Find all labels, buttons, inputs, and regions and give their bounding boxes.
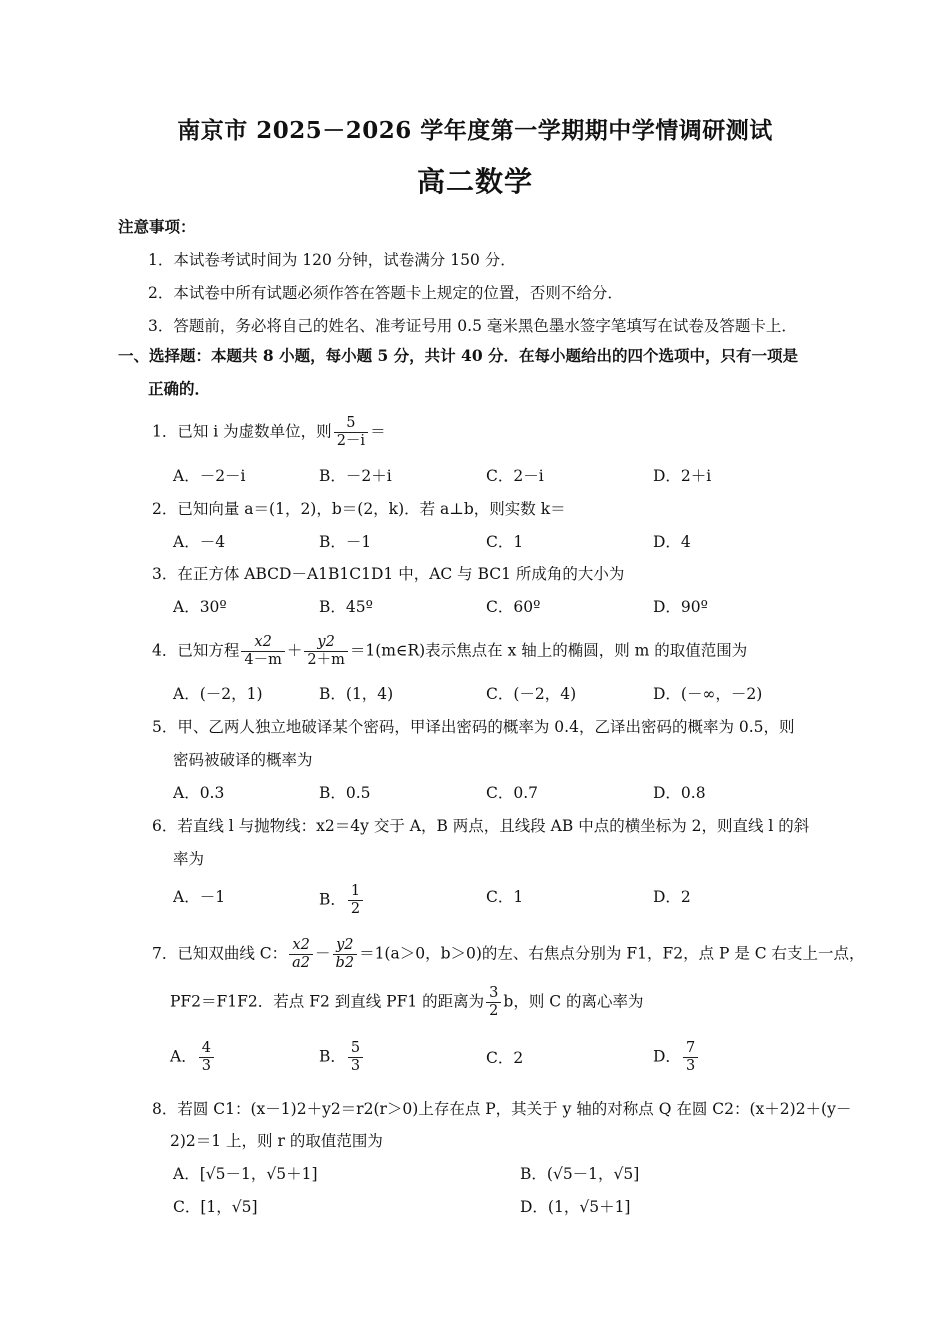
- option-d: D．(1，√5＋1]: [520, 1198, 631, 1216]
- section-heading-cont: 正确的．: [148, 379, 211, 398]
- option-b: B．(1，4): [319, 685, 394, 703]
- question-6-stem-cont: 率为: [173, 850, 205, 868]
- notice-heading: 注意事项：: [118, 217, 196, 236]
- section-heading: 一、选择题：本题共 8 小题，每小题 5 分，共计 40 分．在每小题给出的四个选项中，只有一项是: [118, 346, 799, 365]
- question-3-stem: 3．在正方体 ABCD－A1B1C1D1 中，AC 与 BC1 所成角的大小为: [152, 565, 625, 583]
- question-6-stem: 6．若直线 l 与抛物线：x2＝4y 交于 A，B 两点，且线段 AB 中点的横坐标为 2，则直线 l 的斜: [152, 817, 810, 835]
- option-c: C．1: [486, 533, 524, 551]
- notice-item: 1．本试卷考试时间为 120 分钟，试卷满分 150 分．: [148, 251, 516, 269]
- option-c: C．60º: [486, 598, 541, 616]
- option-c: C．0.7: [486, 784, 539, 802]
- option-c: C．2: [486, 1049, 524, 1067]
- fraction: $\frac{1}{2}$: [348, 883, 363, 918]
- option-d: D．4: [653, 533, 691, 551]
- option-a: A． $\frac{4}{3}$: [170, 1040, 216, 1075]
- option-b: B．－2＋i: [319, 467, 392, 485]
- option-d: D．0.8: [653, 784, 706, 802]
- option-c: C．2－i: [486, 467, 544, 485]
- option-c: C．1: [486, 888, 524, 906]
- option-a: A．－4: [173, 533, 226, 551]
- question-1-stem: 1．已知 i 为虚数单位，则 $\frac{5}{2-i}$ ＝: [152, 415, 386, 449]
- option-a: A．－2－i: [173, 467, 246, 485]
- option-a: A．0.3: [173, 784, 225, 802]
- option-d: D．2＋i: [653, 467, 712, 485]
- option-d: D． $\frac{7}{3}$: [653, 1040, 700, 1075]
- question-5-stem-cont: 密码被破译的概率为: [173, 751, 313, 769]
- question-2-stem: 2．已知向量 a＝(1，2)，b＝(2，k)．若 a⊥b，则实数 k＝: [152, 500, 566, 518]
- fraction: $\frac{4}{3}$: [199, 1040, 214, 1075]
- question-5-stem: 5．甲、乙两人独立地破译某个密码，甲译出密码的概率为 0.4，乙译出密码的概率为 0.5，则: [152, 718, 795, 736]
- option-a: A．30º: [173, 598, 227, 616]
- question-8-stem: 8．若圆 C1：(x－1)2＋y2＝r2(r＞0)上存在点 P，其关于 y 轴的对称点 Q 在圆 C2：(x＋2)2＋(y－: [152, 1100, 852, 1118]
- option-a: A．(－2，1): [173, 685, 263, 703]
- fraction: $\frac{x2}{a2}$: [289, 937, 313, 972]
- question-8-stem-cont: 2)2＝1 上，则 r 的取值范围为: [170, 1132, 383, 1150]
- option-b: B． $\frac{1}{2}$: [319, 883, 365, 918]
- subject-title: 高二数学: [416, 165, 533, 198]
- notice-item: 3．答题前，务必将自己的姓名、准考证号用 0.5 毫米黑色墨水签字笔填写在试卷及答题卡上．: [148, 317, 797, 335]
- option-a: A．－1: [173, 888, 226, 906]
- fraction: $\frac{7}{3}$: [683, 1040, 698, 1075]
- option-a: A．[√5－1，√5＋1]: [173, 1165, 318, 1183]
- option-b: B．0.5: [319, 784, 371, 802]
- option-d: D．(－∞，－2): [653, 685, 763, 703]
- option-b: B．－1: [319, 533, 372, 551]
- option-d: D．90º: [653, 598, 708, 616]
- question-7-stem-cont: PF2＝F1F2．若点 F2 到直线 PF1 的距离为 $\frac{3}{2}$ b，则 C 的离心率为: [170, 985, 644, 1019]
- option-c: C．(－2，4): [486, 685, 577, 703]
- fraction: $\frac{3}{2}$: [486, 985, 501, 1020]
- question-7-stem: 7．已知双曲线 C： $\frac{x2}{a2}$ － $\frac{y2}{b2}$ ＝1(a＞0，b＞0)的左、右焦点分别为 F1，F2，点 P 是 C 右支上一点，: [152, 937, 865, 971]
- fraction: $\frac{y2}{b2}$: [333, 937, 358, 972]
- fraction: $\frac{5}{2-i}$: [334, 415, 368, 450]
- exam-title: 南京市 2025－2026 学年度第一学期期中学情调研测试: [177, 117, 773, 144]
- option-b: B． $\frac{5}{3}$: [319, 1040, 365, 1075]
- question-4-stem: 4．已知方程 $\frac{x2}{4-m}$ ＋ $\frac{y2}{2+m}$ ＝1(m∈R)表示焦点在 x 轴上的椭圆，则 m 的取值范围为: [152, 634, 748, 668]
- notice-item: 2．本试卷中所有试题必须作答在答题卡上规定的位置，否则不给分．: [148, 284, 623, 302]
- fraction: $\frac{x2}{4-m}$: [241, 634, 284, 669]
- option-d: D．2: [653, 888, 691, 906]
- option-b: B．45º: [319, 598, 373, 616]
- option-c: C．[1，√5]: [173, 1198, 258, 1216]
- fraction: $\frac{y2}{2+m}$: [304, 634, 347, 669]
- fraction: $\frac{5}{3}$: [348, 1040, 363, 1075]
- option-b: B．(√5－1，√5]: [520, 1165, 640, 1183]
